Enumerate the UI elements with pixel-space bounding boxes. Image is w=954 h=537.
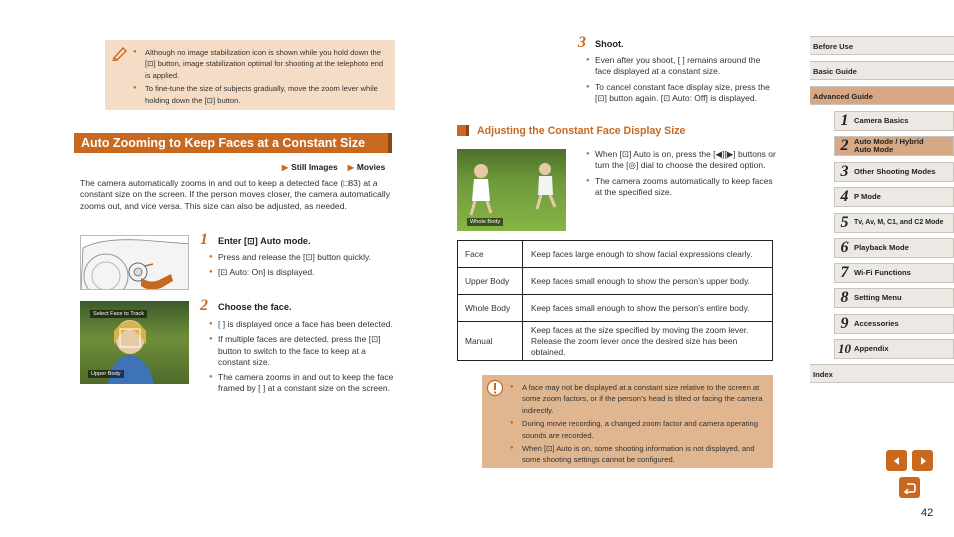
table-key: Manual bbox=[458, 322, 523, 361]
step2-photo bbox=[80, 301, 189, 384]
whole-body-label: Whole Body bbox=[467, 218, 503, 226]
step1-image bbox=[80, 235, 189, 290]
step-bullet: ● Press and release the [⊡] button quickly. bbox=[209, 252, 399, 263]
chapter-3[interactable]: 3 Other Shooting Modes bbox=[834, 162, 954, 182]
chapter-4[interactable]: 4 P Mode bbox=[834, 187, 954, 207]
nav-before-use[interactable]: Before Use bbox=[810, 36, 954, 55]
subsection-heading: Adjusting the Constant Face Display Size bbox=[477, 125, 686, 137]
subsection-bullet: ● The camera zooms automatically to keep faces at the specified size. bbox=[586, 176, 776, 199]
subsection-square-icon bbox=[457, 125, 469, 136]
note-item: ● Although no image stabilization icon is shown while you hold down the [⊡] button, image stabilization optimal for shooting at the telephoto end is applied. bbox=[133, 47, 387, 81]
step-title: Shoot. bbox=[595, 39, 624, 49]
table-desc: Keep faces large enough to show facial expressions clearly. bbox=[523, 241, 773, 268]
table-key: Whole Body bbox=[458, 295, 523, 322]
chapter-10[interactable]: 10 Appendix bbox=[834, 339, 954, 359]
nav-advanced-guide[interactable]: Advanced Guide bbox=[810, 86, 954, 105]
mode-tag-still: ▶ Still Images bbox=[282, 162, 338, 172]
caution-item: ● When [⊡] Auto is on, some shooting information is not displayed, and some shooting settings cannot be configured. bbox=[510, 443, 768, 466]
camera-illustration bbox=[81, 236, 189, 290]
table-row bbox=[458, 241, 773, 268]
next-page-button[interactable] bbox=[912, 450, 933, 471]
step-bullet: ● If multiple faces are detected, press the [⊡] button to switch to the face to keep at a constant size. bbox=[209, 334, 399, 368]
step-bullet: ● To cancel constant face display size, press the [⊡] button again. [⊡ Auto: Off] is displayed. bbox=[586, 82, 776, 105]
chapter-9[interactable]: 9 Accessories bbox=[834, 314, 954, 334]
section-heading: Auto Zooming to Keep Faces at a Constant Size bbox=[74, 133, 392, 153]
arrow-right-icon bbox=[918, 456, 928, 466]
note-item: ● To fine-tune the size of subjects gradually, move the zoom lever while holding down the [⊡] button. bbox=[133, 83, 387, 106]
return-button[interactable] bbox=[899, 477, 920, 498]
step-title: Choose the face. bbox=[218, 302, 292, 312]
step-bullet: ● [ ] is displayed once a face has been detected. bbox=[209, 319, 399, 330]
mode-tag-movies: ▶ Movies bbox=[347, 162, 386, 172]
step-bullet: ● Even after you shoot, [ ] remains around the face displayed at a constant size. bbox=[586, 55, 776, 78]
table-row bbox=[458, 322, 773, 361]
step-number: 3 bbox=[578, 34, 586, 51]
warning-icon bbox=[486, 379, 504, 397]
return-arrow-icon bbox=[903, 482, 916, 494]
chapter-7[interactable]: 7 Wi-Fi Functions bbox=[834, 263, 954, 283]
triangle-icon: ▶ bbox=[347, 162, 354, 172]
chapter-8[interactable]: 8 Setting Menu bbox=[834, 288, 954, 308]
table-key: Face bbox=[458, 241, 523, 268]
kids-photo bbox=[457, 149, 566, 231]
section-intro: The camera automatically zooms in and out to keep a detected face (□83) at a constant size on the screen. If the person moves closer, the camera automatically zooms out, and vice versa. This size can also be adjusted, as needed. bbox=[80, 178, 391, 211]
nav-index[interactable]: Index bbox=[810, 364, 954, 383]
caution-item: ● During movie recording, a changed zoom factor and camera operating sounds are recorded. bbox=[510, 418, 768, 441]
triangle-icon: ▶ bbox=[282, 162, 289, 172]
table-desc: Keep faces small enough to show the person’s entire body. bbox=[523, 295, 773, 322]
upper-body-label: Upper Body bbox=[88, 370, 124, 378]
pencil-icon bbox=[111, 45, 129, 61]
step-number: 1 bbox=[200, 231, 208, 248]
nav-basic-guide[interactable]: Basic Guide bbox=[810, 61, 954, 80]
caution-box bbox=[482, 375, 773, 468]
chapter-5[interactable]: 5 Tv, Av, M, C1, and C2 Mode bbox=[834, 213, 954, 233]
table-row bbox=[458, 295, 773, 322]
step-bullet: ● The camera zooms in and out to keep the face framed by [ ] at a constant size on the screen. bbox=[209, 372, 399, 395]
page-number: 42 bbox=[921, 507, 934, 519]
step-number: 2 bbox=[200, 297, 208, 314]
table-desc: Keep faces small enough to show the person’s upper body. bbox=[523, 268, 773, 295]
chapter-2[interactable]: 2 Auto Mode / Hybrid Auto Mode bbox=[834, 136, 954, 156]
table-desc: Keep faces at the size specified by moving the zoom lever. Release the zoom lever once the desired size has been obtained. bbox=[523, 322, 773, 361]
step-bullet: ● [⊡ Auto: On] is displayed. bbox=[209, 267, 399, 278]
chapter-6[interactable]: 6 Playback Mode bbox=[834, 238, 954, 258]
prev-page-button[interactable] bbox=[886, 450, 907, 471]
arrow-left-icon bbox=[892, 456, 902, 466]
table-row bbox=[458, 268, 773, 295]
face-size-table bbox=[457, 240, 773, 361]
select-face-label: Select Face to Track bbox=[90, 310, 147, 318]
step-title: Enter [⊡] Auto mode. bbox=[218, 236, 311, 246]
chapter-1[interactable]: 1 Camera Basics bbox=[834, 111, 954, 131]
subsection-bullet: ● When [⊡] Auto is on, press the [◀][▶] buttons or turn the [◎] dial to choose the desired option. bbox=[586, 149, 776, 172]
mode-tags bbox=[282, 162, 385, 172]
caution-item: ● A face may not be displayed at a constant size relative to the screen at some zoom factors, or if the person’s head is tilted or facing the camera indirectly. bbox=[510, 382, 768, 416]
note-box-top bbox=[105, 40, 395, 110]
table-key: Upper Body bbox=[458, 268, 523, 295]
